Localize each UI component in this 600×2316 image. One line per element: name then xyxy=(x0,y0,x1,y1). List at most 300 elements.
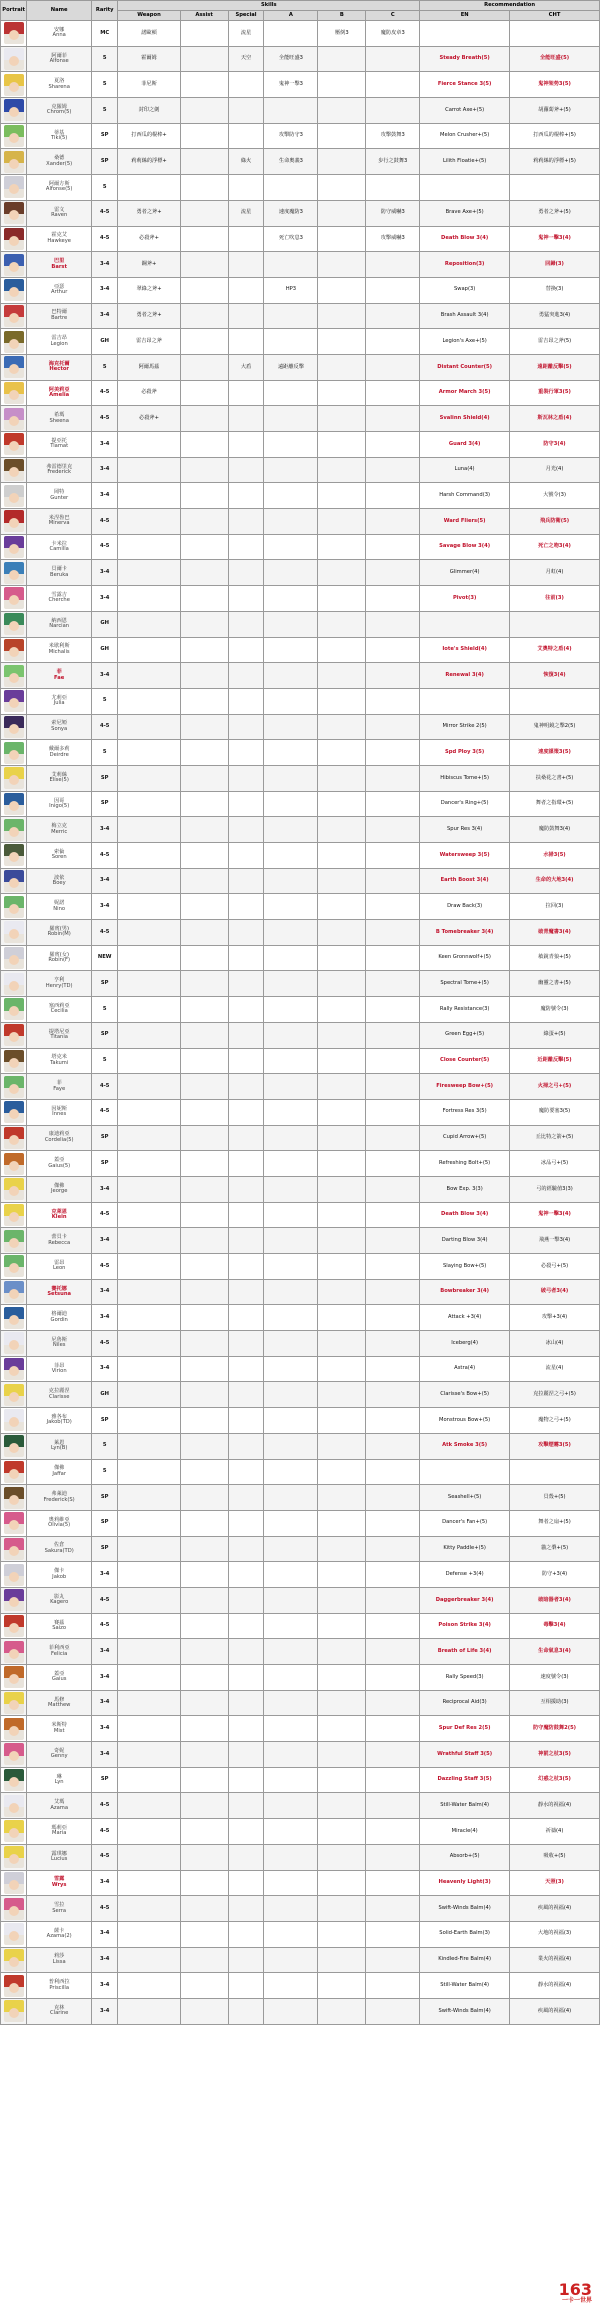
recommendation-en-cell: Mirror Strike 2(5) xyxy=(420,714,510,740)
assist-cell xyxy=(180,1665,228,1691)
skill-c-cell: 攻擊鼓舞3 xyxy=(366,123,420,149)
hero-name-en: Alfonse(5) xyxy=(45,186,73,193)
table-row xyxy=(1,560,600,586)
hero-name-en: Kagero xyxy=(50,1599,69,1606)
skill-b-cell xyxy=(318,432,366,458)
special-cell xyxy=(228,1947,264,1973)
portrait-face xyxy=(9,1443,19,1453)
hero-name-en: Clarine xyxy=(50,2010,69,2017)
hero-name-en: Sonya xyxy=(51,725,68,732)
special-cell xyxy=(228,1716,264,1742)
hero-name-jp: 索尼婭 xyxy=(51,720,67,727)
table-row xyxy=(1,663,600,689)
portrait-face xyxy=(9,236,19,246)
skill-a-cell xyxy=(264,971,318,997)
skill-c-cell xyxy=(366,457,420,483)
hero-name-cell xyxy=(27,1587,92,1613)
portrait-face xyxy=(9,493,19,503)
portrait-face xyxy=(9,441,19,451)
recommendation-cht-cell: 天照(3) xyxy=(510,1870,600,1896)
hero-portrait xyxy=(4,1384,24,1406)
skill-b-cell xyxy=(318,380,366,406)
portrait-cell xyxy=(1,1408,27,1434)
hero-name-cell xyxy=(27,98,92,124)
portrait-face xyxy=(9,904,19,914)
recommendation-cht-cell: 靜水的祝福(4) xyxy=(510,1793,600,1819)
hero-name-cell xyxy=(27,1382,92,1408)
recommendation-cht-cell: 月光(4) xyxy=(510,457,600,483)
portrait-cell xyxy=(1,1254,27,1280)
rarity-cell: 3-4 xyxy=(92,868,118,894)
hero-name-jp: 巴特爾 xyxy=(51,309,67,316)
weapon-cell: 鋼斧+ xyxy=(118,252,180,278)
hero-name-en: Julia xyxy=(53,700,65,707)
hero-name-cell xyxy=(27,1125,92,1151)
hero-name-en: Sakura(TD) xyxy=(44,1547,74,1554)
hero-name-en: Frederick xyxy=(47,469,72,476)
hero-portrait xyxy=(4,742,24,764)
skill-a-cell xyxy=(264,1793,318,1819)
hero-name-cell xyxy=(27,1176,92,1202)
portrait-face xyxy=(9,1597,19,1607)
skill-a-cell xyxy=(264,1074,318,1100)
hero-portrait xyxy=(4,1666,24,1688)
skill-c-cell xyxy=(366,1998,420,2024)
hero-name-cell xyxy=(27,303,92,329)
hero-name-cell xyxy=(27,1639,92,1665)
portrait-face xyxy=(9,929,19,939)
special-cell xyxy=(228,560,264,586)
special-cell xyxy=(228,791,264,817)
rarity-cell: 3-4 xyxy=(92,252,118,278)
hero-name-en: Lissa xyxy=(52,1958,66,1965)
skill-b-cell xyxy=(318,1151,366,1177)
recommendation-cht-cell: 鬼神明鏡之擊2(5) xyxy=(510,714,600,740)
rarity-cell: 4-5 xyxy=(92,226,118,252)
skill-b-cell xyxy=(318,611,366,637)
skill-c-cell xyxy=(366,72,420,98)
assist-cell xyxy=(180,611,228,637)
hero-name-jp: 米涅魯巴 xyxy=(48,514,70,521)
weapon-cell: 雷吉昂之斧 xyxy=(118,329,180,355)
recommendation-cht-cell: 舞者之扇+(5) xyxy=(510,1510,600,1536)
table-row xyxy=(1,252,600,278)
rarity-cell: 3-4 xyxy=(92,1305,118,1331)
portrait-cell xyxy=(1,1485,27,1511)
table-row xyxy=(1,226,600,252)
recommendation-en-cell: Dancer's Ring+(5) xyxy=(420,791,510,817)
portrait-face xyxy=(9,390,19,400)
skill-b-cell xyxy=(318,457,366,483)
hero-name-cell xyxy=(27,1947,92,1973)
portrait-face xyxy=(9,1623,19,1633)
skill-a-cell xyxy=(264,303,318,329)
hero-name-en: Sharena xyxy=(48,83,70,90)
weapon-cell: 勇者之斧+ xyxy=(118,303,180,329)
hero-name-en: Innes xyxy=(52,1111,67,1118)
assist-cell xyxy=(180,432,228,458)
weapon-cell xyxy=(118,1870,180,1896)
special-cell xyxy=(228,534,264,560)
weapon-cell xyxy=(118,1536,180,1562)
hero-name-jp: 夏洛 xyxy=(53,78,65,85)
hero-portrait xyxy=(4,1230,24,1252)
skill-c-cell xyxy=(366,1485,420,1511)
portrait-face xyxy=(9,1880,19,1890)
skill-b-cell xyxy=(318,868,366,894)
assist-cell xyxy=(180,1921,228,1947)
rarity-cell: SP xyxy=(92,1125,118,1151)
recommendation-en-cell: Brave Axe+(5) xyxy=(420,200,510,226)
special-cell xyxy=(228,1562,264,1588)
hero-portrait xyxy=(4,1255,24,1277)
skill-b-cell xyxy=(318,1228,366,1254)
table-row xyxy=(1,843,600,869)
portrait-face xyxy=(9,1983,19,1993)
hero-name-jp: 納西恩 xyxy=(51,617,67,624)
table-row xyxy=(1,72,600,98)
skill-c-cell xyxy=(366,1742,420,1768)
weapon-cell xyxy=(118,920,180,946)
hero-name-en: Chrom(5) xyxy=(46,109,72,116)
hero-name-jp: 米斯特 xyxy=(51,1722,67,1729)
recommendation-en-cell: Defense +3(4) xyxy=(420,1562,510,1588)
skill-c-cell xyxy=(366,1176,420,1202)
skill-a-cell xyxy=(264,1176,318,1202)
skill-c-cell xyxy=(366,586,420,612)
special-cell xyxy=(228,1742,264,1768)
table-row xyxy=(1,1125,600,1151)
portrait-face xyxy=(9,82,19,92)
special-cell xyxy=(228,1022,264,1048)
skill-b-cell xyxy=(318,1536,366,1562)
hero-name-jp: 瑪莉亞 xyxy=(51,1825,67,1832)
skill-a-cell: 攻擊防守3 xyxy=(264,123,318,149)
hero-name-en: Azama xyxy=(50,1804,69,1811)
weapon-cell xyxy=(118,1022,180,1048)
skill-b-cell xyxy=(318,1202,366,1228)
portrait-face xyxy=(9,1777,19,1787)
skill-b-cell xyxy=(318,586,366,612)
hero-portrait xyxy=(4,202,24,224)
weapon-cell: 莉莉絲的浮標+ xyxy=(118,149,180,175)
assist-cell xyxy=(180,1767,228,1793)
special-cell xyxy=(228,1331,264,1357)
hero-name-cell xyxy=(27,663,92,689)
skill-b-cell xyxy=(318,277,366,303)
hero-portrait xyxy=(4,1178,24,1200)
recommendation-en-cell: Fierce Stance 3(5) xyxy=(420,72,510,98)
portrait-face xyxy=(9,2008,19,2018)
hero-name-jp: 波依 xyxy=(53,874,65,881)
recommendation-en-cell: Renewal 3(4) xyxy=(420,663,510,689)
rarity-cell: 3-4 xyxy=(92,1176,118,1202)
recommendation-en-cell: Reciprocal Aid(3) xyxy=(420,1690,510,1716)
skill-c-cell xyxy=(366,1613,420,1639)
rarity-cell: 5 xyxy=(92,1048,118,1074)
recommendation-cht-cell: 艾奧特之盾(4) xyxy=(510,637,600,663)
special-cell xyxy=(228,483,264,509)
table-row xyxy=(1,1022,600,1048)
portrait-cell xyxy=(1,791,27,817)
portrait-cell xyxy=(1,432,27,458)
special-cell xyxy=(228,123,264,149)
assist-cell xyxy=(180,1408,228,1434)
rarity-cell: 5 xyxy=(92,997,118,1023)
recommendation-cht-cell: 攻擊煙霧3(5) xyxy=(510,1433,600,1459)
skill-a-cell xyxy=(264,1665,318,1691)
assist-cell xyxy=(180,277,228,303)
recommendation-cht-cell: 破暗器者3(4) xyxy=(510,1587,600,1613)
special-cell xyxy=(228,98,264,124)
weapon-cell: 勇者之斧+ xyxy=(118,200,180,226)
skill-a-cell xyxy=(264,1305,318,1331)
hero-name-jp: 米歇利斯 xyxy=(48,643,70,650)
hero-name-jp: 克拉麗涅 xyxy=(48,1388,70,1395)
special-cell xyxy=(228,894,264,920)
table-row xyxy=(1,1896,600,1922)
portrait-cell xyxy=(1,1356,27,1382)
special-cell xyxy=(228,1485,264,1511)
table-row xyxy=(1,1767,600,1793)
hero-name-jp: 克羅姆 xyxy=(51,103,67,110)
weapon-cell: 諾歐頓 xyxy=(118,21,180,47)
recommendation-cht-cell: 扶桑花之書+(5) xyxy=(510,765,600,791)
hero-name-cell xyxy=(27,1408,92,1434)
skill-a-cell xyxy=(264,1382,318,1408)
special-cell xyxy=(228,252,264,278)
hero-name-jp: 艾莉絲 xyxy=(51,771,67,778)
table-row xyxy=(1,1151,600,1177)
hero-name-en: Nino xyxy=(53,905,66,912)
hero-name-jp: 蓋亞 xyxy=(53,1157,65,1164)
portrait-face xyxy=(9,621,19,631)
recommendation-cht-cell: 幻惑之杖3(5) xyxy=(510,1767,600,1793)
special-cell xyxy=(228,1896,264,1922)
assist-cell xyxy=(180,945,228,971)
table-row xyxy=(1,1202,600,1228)
weapon-cell xyxy=(118,1279,180,1305)
recommendation-cht-cell: 重裝行軍3(5) xyxy=(510,380,600,406)
hero-portrait xyxy=(4,1538,24,1560)
rarity-cell: SP xyxy=(92,1022,118,1048)
skill-c-cell xyxy=(366,1279,420,1305)
weapon-cell xyxy=(118,817,180,843)
portrait-face xyxy=(9,981,19,991)
recommendation-en-cell: Armor March 3(5) xyxy=(420,380,510,406)
special-cell xyxy=(228,1819,264,1845)
weapon-cell xyxy=(118,1202,180,1228)
recommendation-cht-cell: 火掃之弓+(5) xyxy=(510,1074,600,1100)
assist-cell xyxy=(180,1048,228,1074)
table-row xyxy=(1,740,600,766)
portrait-face xyxy=(9,955,19,965)
special-cell xyxy=(228,1048,264,1074)
hero-name-cell xyxy=(27,226,92,252)
skill-c-cell xyxy=(366,46,420,72)
hero-portrait xyxy=(4,305,24,327)
skill-c-cell xyxy=(366,1562,420,1588)
hero-name-jp: 薩卡 xyxy=(53,1927,65,1934)
rarity-cell: GH xyxy=(92,611,118,637)
hero-name-cell xyxy=(27,483,92,509)
recommendation-en-cell: Legion's Axe+(5) xyxy=(420,329,510,355)
hero-name-jp: 賽茲 xyxy=(53,1619,65,1626)
hero-portrait xyxy=(4,1898,24,1920)
skill-b-cell xyxy=(318,765,366,791)
portrait-cell xyxy=(1,1022,27,1048)
assist-cell xyxy=(180,175,228,201)
hero-portrait xyxy=(4,1076,24,1098)
hero-name-jp: 菲 xyxy=(56,1080,62,1087)
portrait-face xyxy=(9,1649,19,1659)
skill-b-cell xyxy=(318,354,366,380)
portrait-cell xyxy=(1,688,27,714)
portrait-cell xyxy=(1,1562,27,1588)
hero-name-cell xyxy=(27,740,92,766)
portrait-face xyxy=(9,1058,19,1068)
hero-name-cell xyxy=(27,1921,92,1947)
portrait-face xyxy=(9,698,19,708)
skill-a-cell xyxy=(264,1228,318,1254)
special-cell xyxy=(228,72,264,98)
rarity-cell: 3-4 xyxy=(92,1639,118,1665)
hero-name-cell xyxy=(27,1870,92,1896)
recommendation-cht-cell: 回歸(3) xyxy=(510,252,600,278)
weapon-cell xyxy=(118,1510,180,1536)
special-cell xyxy=(228,1151,264,1177)
hero-portrait xyxy=(4,99,24,121)
weapon-cell xyxy=(118,1665,180,1691)
portrait-cell xyxy=(1,1947,27,1973)
hero-name-cell xyxy=(27,329,92,355)
special-cell xyxy=(228,1305,264,1331)
special-cell xyxy=(228,1665,264,1691)
skill-a-cell xyxy=(264,611,318,637)
portrait-face xyxy=(9,724,19,734)
table-row xyxy=(1,637,600,663)
rarity-cell: SP xyxy=(92,123,118,149)
portrait-cell xyxy=(1,72,27,98)
portrait-cell xyxy=(1,200,27,226)
portrait-face xyxy=(9,1340,19,1350)
skill-a-cell xyxy=(264,1356,318,1382)
hero-name-jp: 羅賓(女) xyxy=(49,951,69,958)
weapon-cell xyxy=(118,1690,180,1716)
weapon-cell: 阿爾馬茲 xyxy=(118,354,180,380)
hero-name-jp: 雷吉昂 xyxy=(51,335,67,342)
recommendation-en-cell: Swift-Winds Balm(4) xyxy=(420,1896,510,1922)
assist-cell xyxy=(180,688,228,714)
table-row xyxy=(1,277,600,303)
hero-name-jp: 弗萊迪 xyxy=(51,1491,67,1498)
portrait-cell xyxy=(1,1433,27,1459)
portrait-cell xyxy=(1,226,27,252)
skill-b-cell xyxy=(318,483,366,509)
portrait-cell xyxy=(1,303,27,329)
assist-cell xyxy=(180,1099,228,1125)
assist-cell xyxy=(180,868,228,894)
recommendation-en-cell: Swap(3) xyxy=(420,277,510,303)
hero-name-en: Arthur xyxy=(50,289,68,296)
hero-name-jp: 雷文 xyxy=(53,206,65,213)
assist-cell xyxy=(180,1562,228,1588)
hero-portrait xyxy=(4,1307,24,1329)
table-row xyxy=(1,1793,600,1819)
special-cell xyxy=(228,1870,264,1896)
skill-b-cell xyxy=(318,46,366,72)
skill-c-cell: 魔防皮章3 xyxy=(366,21,420,47)
special-cell xyxy=(228,1099,264,1125)
recommendation-cht-cell: 冰山(4) xyxy=(510,1331,600,1357)
hero-portrait xyxy=(4,690,24,712)
skill-b-cell xyxy=(318,1331,366,1357)
weapon-cell: 必殺斧+ xyxy=(118,226,180,252)
recommendation-cht-cell xyxy=(510,175,600,201)
rarity-cell: 5 xyxy=(92,46,118,72)
hero-name-cell xyxy=(27,252,92,278)
hero-name-en: Azama(2) xyxy=(46,1933,72,1940)
skill-a-cell xyxy=(264,1973,318,1999)
table-row xyxy=(1,1998,600,2024)
skill-c-cell xyxy=(366,843,420,869)
portrait-cell xyxy=(1,1844,27,1870)
skill-c-cell xyxy=(366,406,420,432)
skill-c-cell xyxy=(366,1228,420,1254)
skill-b-cell xyxy=(318,1099,366,1125)
skill-b-cell xyxy=(318,637,366,663)
weapon-cell xyxy=(118,1562,180,1588)
special-cell xyxy=(228,740,264,766)
rarity-cell: 4-5 xyxy=(92,200,118,226)
portrait-face xyxy=(9,1520,19,1530)
hero-portrait xyxy=(4,1743,24,1765)
assist-cell xyxy=(180,1639,228,1665)
skill-b-cell xyxy=(318,971,366,997)
hero-portrait xyxy=(4,510,24,532)
weapon-cell: 霍爾姆 xyxy=(118,46,180,72)
portrait-face xyxy=(9,107,19,117)
special-cell xyxy=(228,509,264,535)
recommendation-cht-cell xyxy=(510,21,600,47)
table-row xyxy=(1,200,600,226)
skill-c-cell xyxy=(366,1382,420,1408)
hero-name-en: Cordelia(5) xyxy=(44,1136,74,1143)
recommendation-en-cell: Poison Strike 3(4) xyxy=(420,1613,510,1639)
portrait-face xyxy=(9,750,19,760)
portrait-cell xyxy=(1,21,27,47)
assist-cell xyxy=(180,1844,228,1870)
hero-name-en: Hector xyxy=(49,366,69,373)
rarity-cell: 5 xyxy=(92,175,118,201)
assist-cell xyxy=(180,1305,228,1331)
hero-name-en: Amelia xyxy=(49,391,70,398)
hero-name-jp: 賽托娜 xyxy=(51,1285,67,1292)
hero-name-en: Cherche xyxy=(48,597,70,604)
rarity-cell: SP xyxy=(92,971,118,997)
hero-name-en: Beruka xyxy=(50,571,69,578)
assist-cell xyxy=(180,1485,228,1511)
special-cell xyxy=(228,1408,264,1434)
rarity-cell: 3-4 xyxy=(92,1973,118,1999)
skill-a-cell xyxy=(264,1690,318,1716)
watermark-sub: 一卡一世界 xyxy=(561,2297,592,2304)
recommendation-en-cell: Bow Exp. 3(3) xyxy=(420,1176,510,1202)
special-cell: 流星 xyxy=(228,200,264,226)
recommendation-en-cell: B Tomebreaker 3(4) xyxy=(420,920,510,946)
hero-name-jp: 傑佛 xyxy=(53,1182,65,1189)
skill-a-cell xyxy=(264,1254,318,1280)
